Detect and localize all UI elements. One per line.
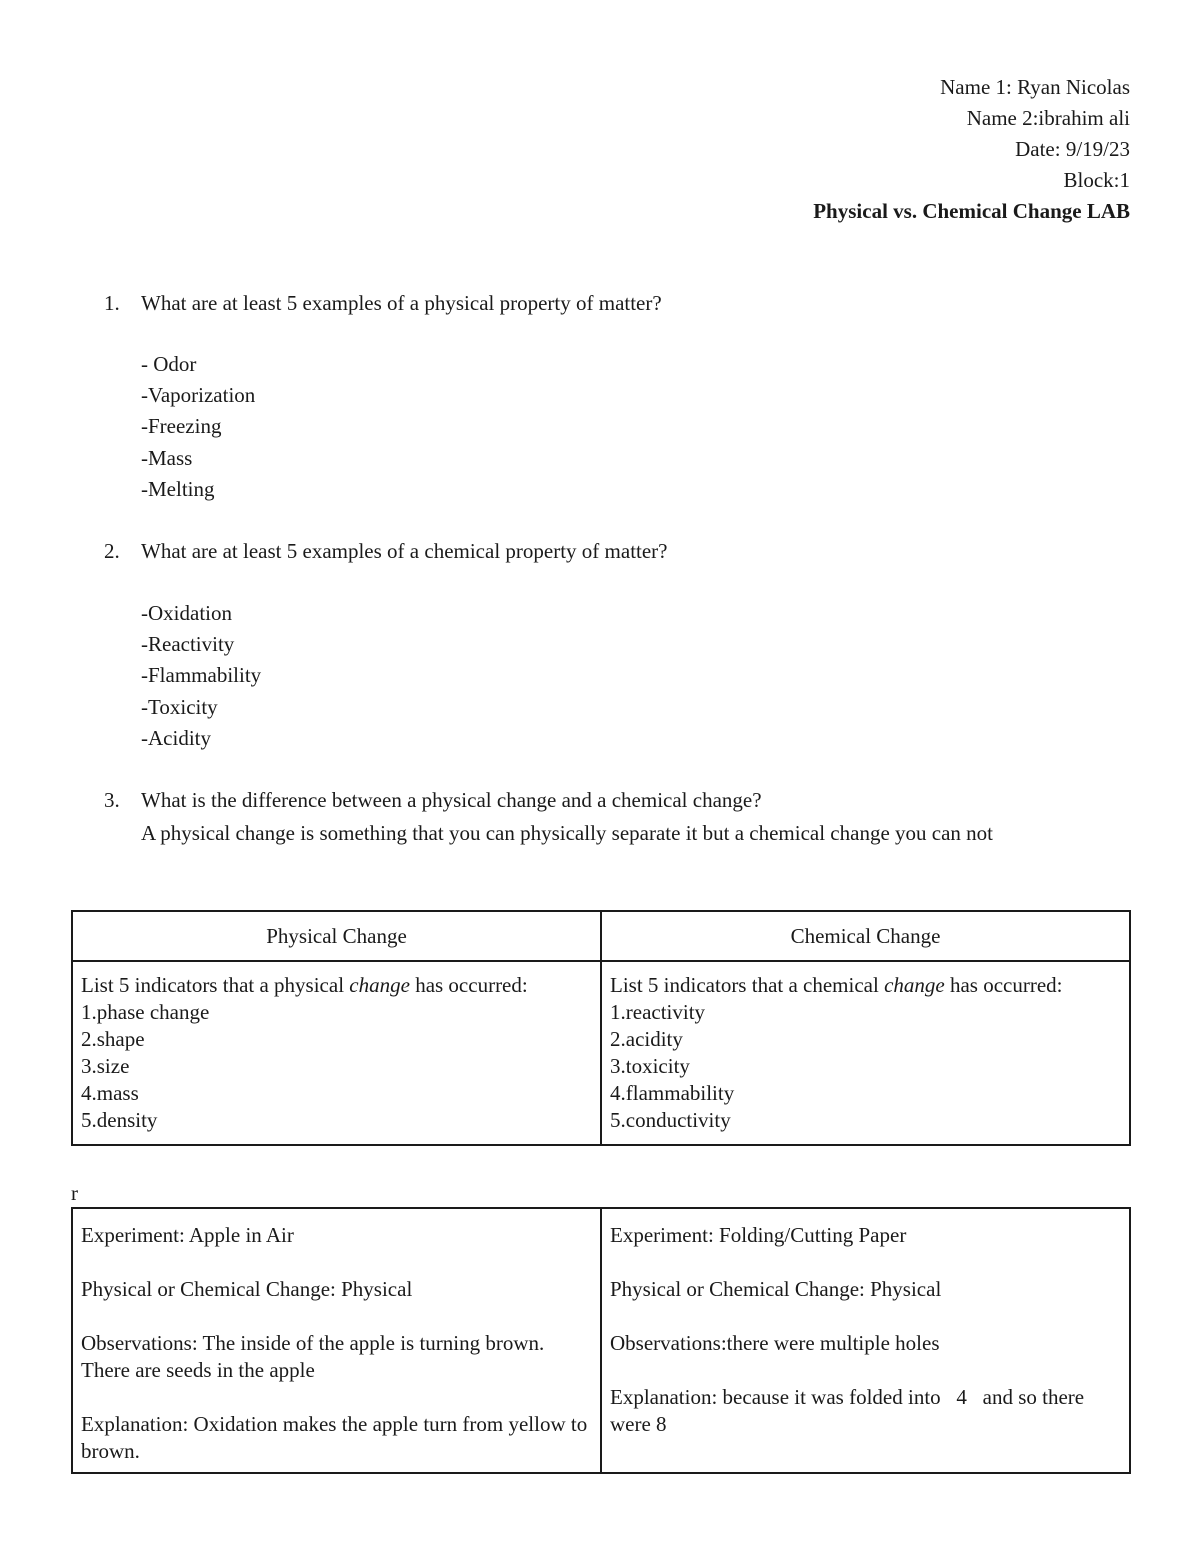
list-item: 2.acidity	[610, 1027, 683, 1051]
list-item: - Odor	[141, 352, 197, 376]
indicator-table	[71, 910, 1131, 1146]
list-item: -Flammability	[141, 663, 262, 688]
list-item: -Mass	[141, 445, 193, 470]
table-row	[72, 911, 1130, 961]
list-item: 1.reactivity	[610, 1000, 706, 1024]
list-item: 5.conductivity	[610, 1108, 731, 1132]
list-item: -Melting	[141, 476, 215, 501]
list-item: 3.size	[81, 1054, 130, 1078]
prompt-emphasis: change	[884, 973, 945, 997]
list-item: 3.toxicity	[610, 1054, 690, 1078]
question-2-answers	[141, 598, 261, 754]
document-title: Physical vs. Chemical Change LAB	[813, 199, 1130, 223]
observations: Observations: The inside of the apple is turning brown. There are seeds in the apple	[81, 1331, 545, 1382]
table-row	[72, 1208, 1130, 1473]
block: Block:1	[1063, 168, 1130, 192]
indicator-prompt	[81, 972, 592, 999]
prompt-text: List 5 indicators that a physical	[81, 973, 350, 997]
document-header	[813, 72, 1130, 227]
date: Date: 9/19/23	[1015, 137, 1130, 161]
experiments-table	[71, 1207, 1131, 1474]
list-item: -Toxicity	[141, 694, 218, 719]
prompt-text: has occurred:	[944, 973, 1063, 997]
observations: Observations:there were multiple holes	[610, 1331, 940, 1355]
experiment-name: Experiment: Apple in Air	[81, 1223, 294, 1247]
question-1	[104, 288, 1144, 319]
physical-indicators-cell	[72, 961, 601, 1145]
list-item: -Acidity	[141, 725, 211, 750]
name-1: Name 1: Ryan Nicolas	[940, 75, 1130, 99]
list-item: 4.flammability	[610, 1081, 735, 1105]
experiment-name: Experiment: Folding/Cutting Paper	[610, 1223, 907, 1247]
list-item: 4.mass	[81, 1081, 139, 1105]
list-item: -Reactivity	[141, 632, 235, 657]
list-item: 1.phase change	[81, 1000, 210, 1024]
question-text: What are at least 5 examples of a physical property of matter?	[141, 291, 662, 315]
question-text: What are at least 5 examples of a chemical property of matter?	[141, 539, 668, 563]
question-number: 2.	[104, 539, 120, 563]
list-item: -Freezing	[141, 414, 222, 439]
question-3	[104, 785, 1144, 816]
chemical-change-heading: Chemical Change	[601, 911, 1130, 961]
explanation: Explanation: because it was folded into 4 and so there were 8	[610, 1385, 1090, 1436]
list-item: 2.shape	[81, 1027, 145, 1051]
indicator-prompt	[610, 972, 1121, 999]
change-type: Physical or Chemical Change: Physical	[81, 1277, 413, 1301]
list-item: -Vaporization	[141, 383, 256, 408]
prompt-text: has occurred:	[409, 973, 528, 997]
physical-change-heading: Physical Change	[72, 911, 601, 961]
prompt-text: List 5 indicators that a chemical	[610, 973, 885, 997]
explanation: Explanation: Oxidation makes the apple turn from yellow to brown.	[81, 1412, 588, 1463]
prompt-emphasis: change	[349, 973, 410, 997]
table-row	[72, 961, 1130, 1145]
question-3-answer: A physical change is something that you can physically separate it but a chemical change you can not	[141, 821, 993, 845]
question-text: What is the difference between a physical change and a chemical change?	[141, 788, 762, 812]
question-2	[104, 536, 1144, 567]
experiment-cell	[72, 1208, 601, 1473]
name-2: Name 2:ibrahim ali	[966, 106, 1130, 130]
list-item: -Oxidation	[141, 601, 232, 625]
change-type: Physical or Chemical Change: Physical	[610, 1277, 942, 1301]
question-1-answers	[141, 349, 255, 505]
list-item: 5.density	[81, 1108, 158, 1132]
chemical-indicators-cell	[601, 961, 1130, 1145]
question-number: 3.	[104, 788, 120, 812]
experiment-cell	[601, 1208, 1130, 1473]
stray-character: r	[71, 1181, 78, 1205]
question-number: 1.	[104, 291, 120, 315]
